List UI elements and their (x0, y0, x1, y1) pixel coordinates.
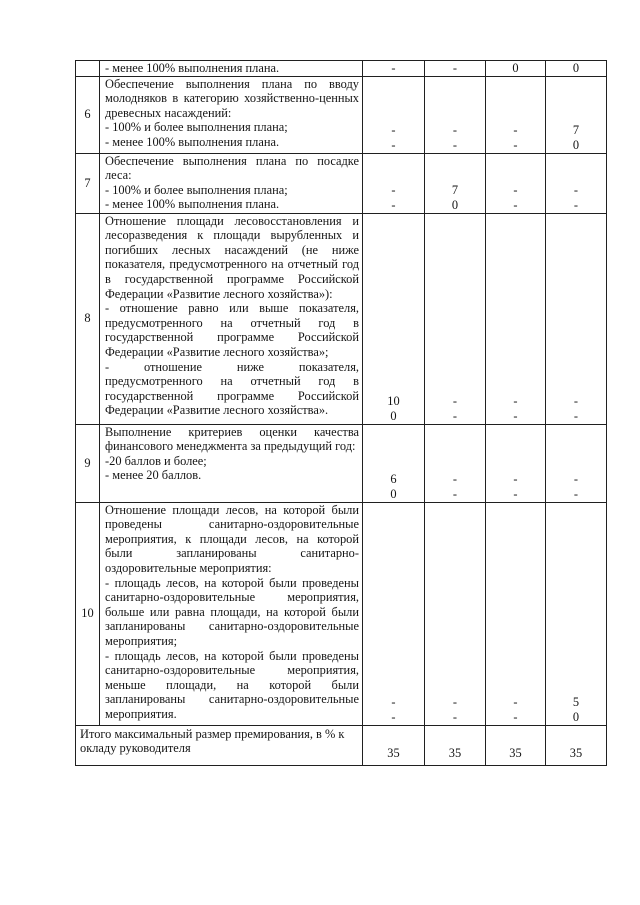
row-number (76, 61, 100, 77)
bonus-value: 6 (390, 472, 397, 487)
criterion-line: Обеспечение выполнения плана по вводу молодняков в категорию хозяйственно-ценных древесных насаждений: (105, 76, 359, 120)
bonus-value: 0 (390, 487, 397, 501)
criterion-line: - отношение ниже показателя, предусмотренного на отчетный год в государственной программе Российской Федерации «Развитие лесного хозяйства». (105, 359, 359, 418)
table-row (76, 61, 607, 77)
bonus-value: - (573, 409, 579, 423)
row-number: 7 (76, 153, 100, 213)
bonus-value: - (391, 198, 396, 212)
bonus-value: - (391, 710, 396, 724)
bonus-value: - (513, 138, 518, 152)
bonus-value-cell (546, 76, 607, 153)
bonus-value: - (452, 487, 458, 501)
bonus-value: 7 (451, 183, 459, 198)
bonus-value: - (452, 695, 458, 710)
criterion-description (100, 61, 363, 77)
bonus-value: - (573, 394, 579, 409)
bonus-value: 10 (387, 394, 400, 409)
bonus-value-cell (486, 424, 546, 502)
bonus-criteria-table (75, 60, 607, 766)
criterion-description (100, 424, 363, 502)
bonus-value: 7 (572, 123, 580, 138)
bonus-value-cell (363, 424, 425, 502)
bonus-value: - (391, 695, 396, 710)
bonus-value: - (452, 61, 458, 75)
bonus-value-cell (546, 424, 607, 502)
criterion-line: Выполнение критериев оценки качества финансового менеджмента за предыдущий год: (105, 424, 359, 454)
bonus-value: - (513, 409, 518, 423)
criterion-description (100, 153, 363, 213)
bonus-value: - (452, 138, 458, 152)
bonus-value: - (391, 183, 396, 198)
criterion-line: - площадь лесов, на которой были проведены санитарно-оздоровительные мероприятия, меньше площади, на которой были запланированы санитарно-оздоровительные мероприятия. (105, 648, 359, 721)
table-row (76, 424, 607, 502)
bonus-value: 0 (572, 138, 580, 152)
total-value: 35 (486, 725, 546, 765)
bonus-value: - (452, 394, 458, 409)
criterion-line: - менее 100% выполнения плана. (105, 134, 280, 149)
bonus-value-cell (425, 61, 486, 77)
bonus-value: - (391, 61, 396, 75)
criterion-line: - отношение равно или выше показателя, предусмотренного на отчетный год в государственной программе Российской Федерации «Развитие лесного хозяйства»; (105, 301, 359, 359)
bonus-value-cell (425, 502, 486, 725)
bonus-value: - (513, 695, 518, 710)
total-row (76, 725, 607, 765)
table-row (76, 153, 607, 213)
criterion-line: -20 баллов и более; (105, 453, 207, 468)
bonus-value: 5 (572, 695, 580, 710)
criterion-line: - площадь лесов, на которой были проведены санитарно-оздоровительные мероприятия, больше или равна площади, на которой были запланированы санитарно-оздоровительные мероприятия; (105, 575, 359, 648)
bonus-value-cell (486, 213, 546, 424)
bonus-value-cell (425, 76, 486, 153)
bonus-value-cell (486, 61, 546, 77)
bonus-value: - (513, 394, 518, 409)
bonus-value: 0 (390, 409, 397, 423)
criterion-line: Обеспечение выполнения плана по посадке леса: (105, 153, 359, 183)
bonus-value-cell (363, 76, 425, 153)
bonus-value-cell (546, 502, 607, 725)
total-value: 35 (363, 725, 425, 765)
bonus-value: 0 (512, 61, 519, 75)
total-value: 35 (425, 725, 486, 765)
total-label: Итого максимальный размер премирования, в % к окладу руководителя (76, 725, 363, 765)
criterion-description (100, 213, 363, 424)
bonus-value-cell (363, 213, 425, 424)
bonus-value: - (391, 138, 396, 152)
bonus-value: - (513, 487, 518, 501)
table-row (76, 502, 607, 725)
bonus-value: - (513, 472, 518, 487)
criterion-line: - менее 20 баллов. (105, 468, 202, 483)
bonus-value: - (573, 487, 579, 501)
bonus-value: - (513, 123, 518, 138)
bonus-value: - (513, 198, 518, 212)
bonus-value: 0 (572, 710, 580, 724)
bonus-value: - (513, 710, 518, 724)
bonus-value-cell (425, 424, 486, 502)
bonus-value-cell (363, 61, 425, 77)
bonus-value: - (452, 409, 458, 423)
bonus-value: - (513, 183, 518, 198)
bonus-value: 0 (451, 198, 459, 212)
table-row (76, 213, 607, 424)
table-row (76, 76, 607, 153)
criterion-line: - 100% и более выполнения плана; (105, 182, 288, 197)
bonus-value: - (573, 183, 579, 198)
bonus-value: - (573, 472, 579, 487)
criterion-line: - менее 100% выполнения плана. (105, 61, 280, 75)
criterion-line: - 100% и более выполнения плана; (105, 120, 288, 135)
criterion-line: Отношение площади лесов, на которой были проведены санитарно-оздоровительные мероприятия, к площади лесов, на которой были запланированы санитарно-оздоровительные мероприятия: (105, 502, 359, 575)
bonus-value-cell (363, 153, 425, 213)
bonus-value: - (573, 198, 579, 212)
criterion-description (100, 502, 363, 725)
bonus-value: 0 (572, 61, 580, 75)
criterion-line: - менее 100% выполнения плана. (105, 197, 280, 212)
bonus-value-cell (546, 153, 607, 213)
bonus-value-cell (425, 213, 486, 424)
bonus-value: - (452, 472, 458, 487)
bonus-value: - (391, 123, 396, 138)
bonus-value-cell (546, 213, 607, 424)
row-number: 10 (76, 502, 100, 725)
bonus-value-cell (425, 153, 486, 213)
row-number: 6 (76, 76, 100, 153)
row-number: 9 (76, 424, 100, 502)
row-number: 8 (76, 213, 100, 424)
criterion-line: Отношение площади лесовосстановления и лесоразведения к площади вырубленных и погибших лесных насаждений (не ниже показателя, предусмотренного на отчетный год в государственной программе Российской Федерации «Развитие лесного хозяйства»): (105, 213, 359, 301)
bonus-value-cell (486, 76, 546, 153)
bonus-value-cell (363, 502, 425, 725)
bonus-value: - (452, 123, 458, 138)
total-value: 35 (546, 725, 607, 765)
bonus-value: - (452, 710, 458, 724)
bonus-value-cell (486, 153, 546, 213)
bonus-value-cell (546, 61, 607, 77)
criterion-description (100, 76, 363, 153)
bonus-value-cell (486, 502, 546, 725)
